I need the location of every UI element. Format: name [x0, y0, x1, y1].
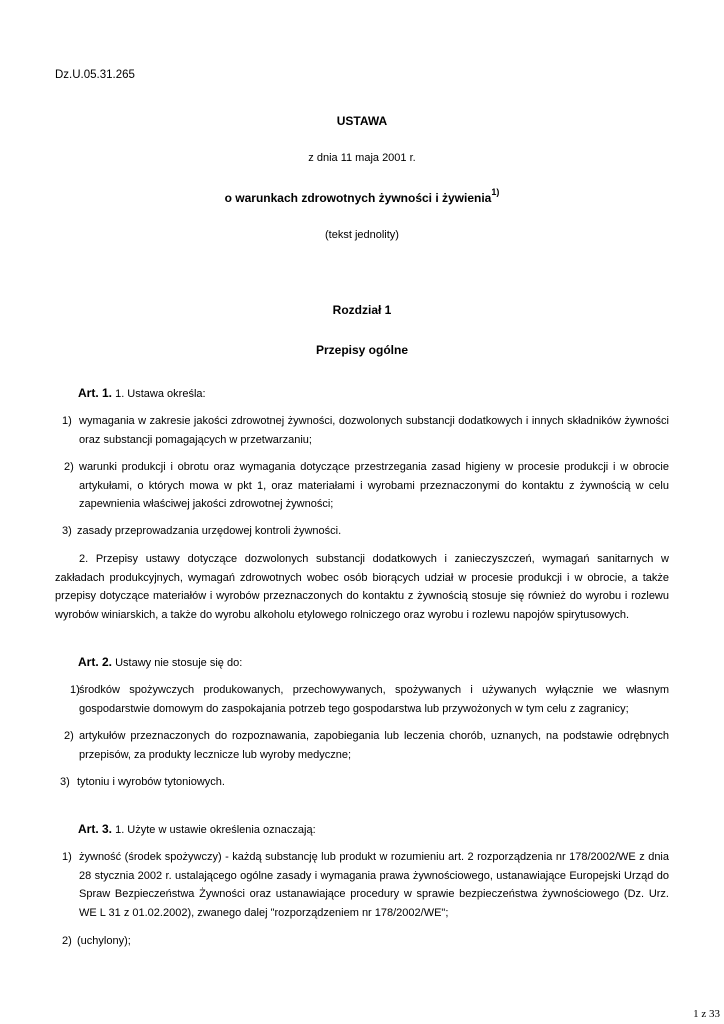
document-title: USTAWA	[336, 114, 388, 128]
item-text: środków spożywczych produkowanych, przechowywanych, spożywanych i używanych wyłącznie we własnym gospodarstwie domowym do zaspokajania potrzeb tego gospodarstwa lub przywożonych w tym celu z zagranicy;	[79, 684, 669, 715]
article-1-intro: 1. Ustawa określa:	[115, 388, 206, 400]
chapter-number: Rozdział 1	[332, 303, 392, 317]
chapter-title: Przepisy ogólne	[315, 343, 409, 357]
article-2-heading	[78, 653, 242, 673]
article-1-item-1	[62, 412, 669, 449]
article-1-item-3	[62, 522, 669, 541]
article-3-heading	[78, 820, 316, 840]
document-reference: Dz.U.05.31.265	[55, 69, 135, 81]
article-2-intro: Ustawy nie stosuje się do:	[115, 657, 243, 669]
item-number: 2)	[64, 730, 74, 742]
article-2-item-3	[60, 773, 669, 792]
item-text: tytoniu i wyrobów tytoniowych.	[77, 776, 225, 788]
item-number: 2)	[64, 461, 74, 473]
item-number: 3)	[62, 525, 72, 537]
consolidated-note: (tekst jednolity)	[325, 229, 399, 241]
item-text: warunki produkcji i obrotu oraz wymagania dotyczące przestrzegania zasad higieny w procesie produkcji i w obrocie artykułami, o których mowa w pkt 1, oraz materiałami i wyrobami przeznaczonymi do kontaktu z żywnością w celu zapewnienia właściwej jakości zdrowotnej żywności;	[79, 461, 669, 510]
document-subject	[0, 189, 724, 205]
article-3-intro: 1. Użyte w ustawie określenia oznaczają:	[115, 824, 316, 836]
article-1-label: Art. 1.	[78, 386, 113, 400]
item-text: artykułów przeznaczonych do rozpoznawania, zapobiegania lub leczenia chorób, uznanych, na podstawie odrębnych przepisów, za produkty lecznicze lub wyroby medyczne;	[79, 730, 669, 761]
article-1-paragraph-2: 2. Przepisy ustawy dotyczące dozwolonych substancji dodatkowych i zanieczyszczeń, wymagań sanitarnych w zakładach produkcyjnych, wymagań zdrowotnych wobec osób biorących udział w procesie produkcji i w obrocie, a także przepisy dotyczące materiałów i wyrobów przeznaczonych do kontaktu z żywnością stosuje się również do wyrobu i rozlewu wyrobów winiarskich, a także do wyrobu alkoholu etylowego rolniczego oraz wyrobu i rozlewu napojów spirytusowych.	[55, 553, 669, 621]
item-number: 2)	[62, 935, 72, 947]
document-date: z dnia 11 maja 2001 r.	[308, 152, 416, 164]
article-2-item-1	[70, 681, 669, 718]
item-text: (uchylony);	[77, 935, 131, 947]
article-3-label: Art. 3.	[78, 822, 113, 836]
article-3-item-2	[62, 932, 669, 951]
item-text: żywność (środek spożywczy) - każdą substancję lub produkt w rozumieniu art. 2 rozporządzenia nr 178/2002/WE z dnia 28 stycznia 2002 r. ustalającego ogólne zasady i wymagania prawa żywnościowego, ustanawiające Europejski Urząd do Spraw Bezpieczeństwa Żywności oraz ustanawiające procedury w sprawie bezpieczeństwa żywnościowego (Dz. Urz. WE L 31 z 01.02.2002), zwanego dalej "rozporządzeniem nr 178/2002/WE";	[79, 851, 669, 919]
item-number: 1)	[70, 684, 80, 696]
item-number: 3)	[60, 776, 70, 788]
article-1-item-2	[64, 458, 669, 514]
article-2-item-2	[64, 727, 669, 764]
article-3-item-1	[62, 848, 669, 922]
item-number: 1)	[62, 851, 72, 863]
footnote-marker[interactable]: 1)	[491, 187, 500, 197]
item-text: zasady przeprowadzania urzędowej kontroli żywności.	[77, 525, 342, 537]
item-text: wymagania w zakresie jakości zdrowotnej żywności, dozwolonych substancji dodatkowych i innych składników żywności oraz substancji pomagających w przetwarzaniu;	[79, 415, 669, 446]
article-2-label: Art. 2.	[78, 655, 113, 669]
item-number: 1)	[62, 415, 72, 427]
article-1-heading	[78, 384, 206, 404]
subject-text: o warunkach zdrowotnych żywności i żywienia	[224, 191, 492, 205]
page-number: 1 z 33	[693, 1008, 720, 1020]
